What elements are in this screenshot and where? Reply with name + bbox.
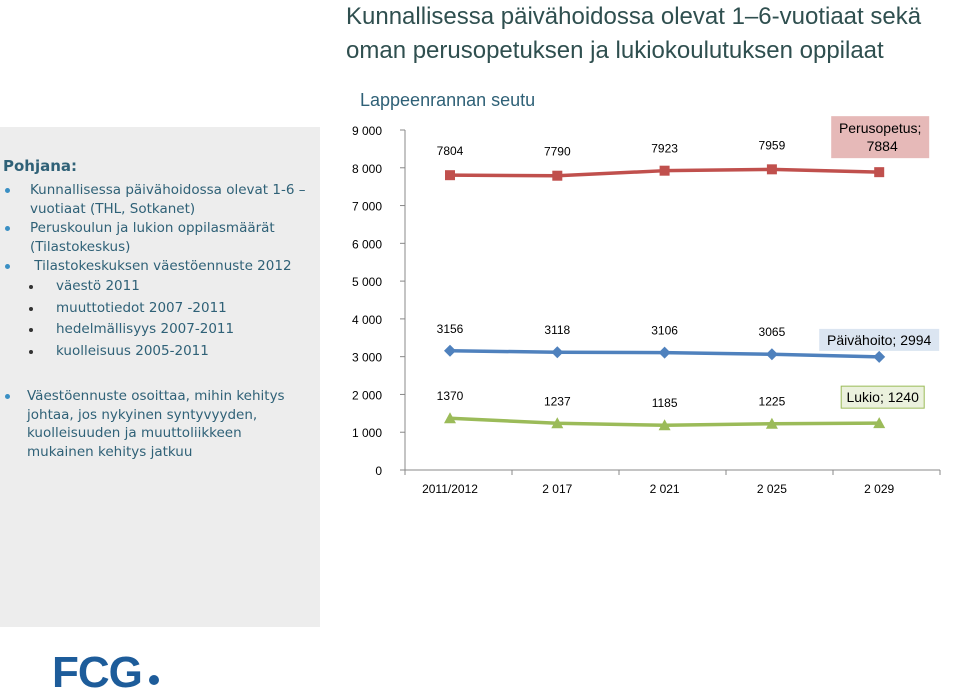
x-tick-label: 2 025 (756, 482, 787, 496)
data-point-marker (873, 351, 885, 363)
left-info-panel (0, 127, 320, 627)
y-tick-label: 7 000 (351, 199, 382, 214)
series-päivähoito (437, 322, 940, 363)
y-tick-label: 8 000 (351, 161, 382, 176)
data-label: 1237 (543, 394, 571, 409)
series-layer (437, 116, 940, 430)
y-tick-label: 0 (375, 464, 382, 478)
fcg-logo-dot (149, 675, 159, 685)
series-lukio (437, 386, 925, 430)
data-label: 7923 (651, 141, 678, 156)
data-point-marker (551, 346, 563, 358)
data-point-marker (874, 167, 884, 177)
source-item: Tilastokeskuksen väestöennuste 2012 (0, 257, 315, 276)
source-subitem: hedelmällisyys 2007-2011 (26, 319, 315, 341)
end-label-line: Perusopetus; (838, 120, 922, 137)
slide-title-line-2: oman perusopetuksen ja lukiokoulutuksen oppilaat (346, 37, 884, 64)
y-tick-label: 4 000 (351, 312, 382, 327)
data-label: 3118 (544, 323, 571, 338)
end-label-line: 7884 (866, 138, 898, 155)
data-label: 7959 (758, 138, 786, 153)
data-label: 3065 (758, 325, 786, 340)
data-label: 3156 (436, 321, 464, 336)
x-tick-label: 2011/2012 (422, 482, 478, 496)
data-label: 7790 (543, 144, 571, 159)
series-end-label (831, 116, 929, 158)
y-tick-label: 1 000 (351, 426, 382, 441)
series-perusopetus (437, 116, 930, 181)
data-point-marker (660, 166, 670, 176)
y-tick-label: 6 000 (351, 237, 382, 252)
panel-heading: Pohjana: (3, 157, 78, 175)
source-subitem: kuolleisuus 2005-2011 (26, 341, 315, 363)
end-label-text: Päivähoito; 2994 (827, 331, 932, 348)
x-tick-label: 2 021 (649, 482, 680, 496)
forecast-note-list (0, 387, 292, 461)
series-end-label (841, 386, 924, 408)
end-label-text: Lukio; 1240 (846, 389, 919, 406)
source-list (0, 181, 315, 362)
data-label: 1225 (758, 394, 786, 409)
y-tick-label: 3 000 (351, 350, 382, 365)
data-label: 1370 (436, 389, 464, 404)
x-tick-label: 2 029 (864, 482, 895, 496)
data-label: 1185 (651, 396, 678, 411)
data-label: 7804 (436, 144, 464, 159)
y-tick-label: 2 000 (351, 388, 382, 403)
forecast-note: Väestöennuste osoittaa, mihin kehitys johtaa, jos nykyinen syntyvyyden, kuolleisuuden ja muuttoliikkeen mukainen kehitys jatkuu (0, 387, 292, 461)
data-label: 3106 (651, 323, 678, 338)
data-point-marker (766, 348, 778, 360)
source-subitem: väestö 2011 (26, 276, 315, 298)
slide-title (346, 0, 956, 68)
slide-title-line-1: Kunnallisessa päivähoidossa olevat 1–6-vuotiaat sekä (346, 3, 922, 30)
source-subitem: muuttotiedot 2007 -2011 (26, 298, 315, 320)
data-point-marker (444, 345, 456, 357)
fcg-logo: FCG (52, 648, 142, 697)
data-point-marker (659, 347, 671, 359)
data-point-marker (767, 164, 777, 174)
x-tick-label: 2 017 (542, 482, 573, 496)
line-chart (340, 80, 955, 510)
y-tick-label: 9 000 (351, 124, 382, 138)
series-end-label (819, 329, 939, 351)
data-point-marker (552, 171, 562, 181)
source-item: Peruskoulun ja lukion oppilasmäärät (Tilastokeskus) (0, 219, 315, 257)
x-axis (405, 470, 940, 496)
y-tick-label: 5 000 (351, 275, 382, 290)
chart-title: Lappeenrannan seutu (360, 90, 536, 110)
y-axis (352, 124, 405, 478)
data-point-marker (445, 170, 455, 180)
source-item: Kunnallisessa päivähoidossa olevat 1-6 –vuotiaat (THL, Sotkanet) (0, 181, 315, 219)
